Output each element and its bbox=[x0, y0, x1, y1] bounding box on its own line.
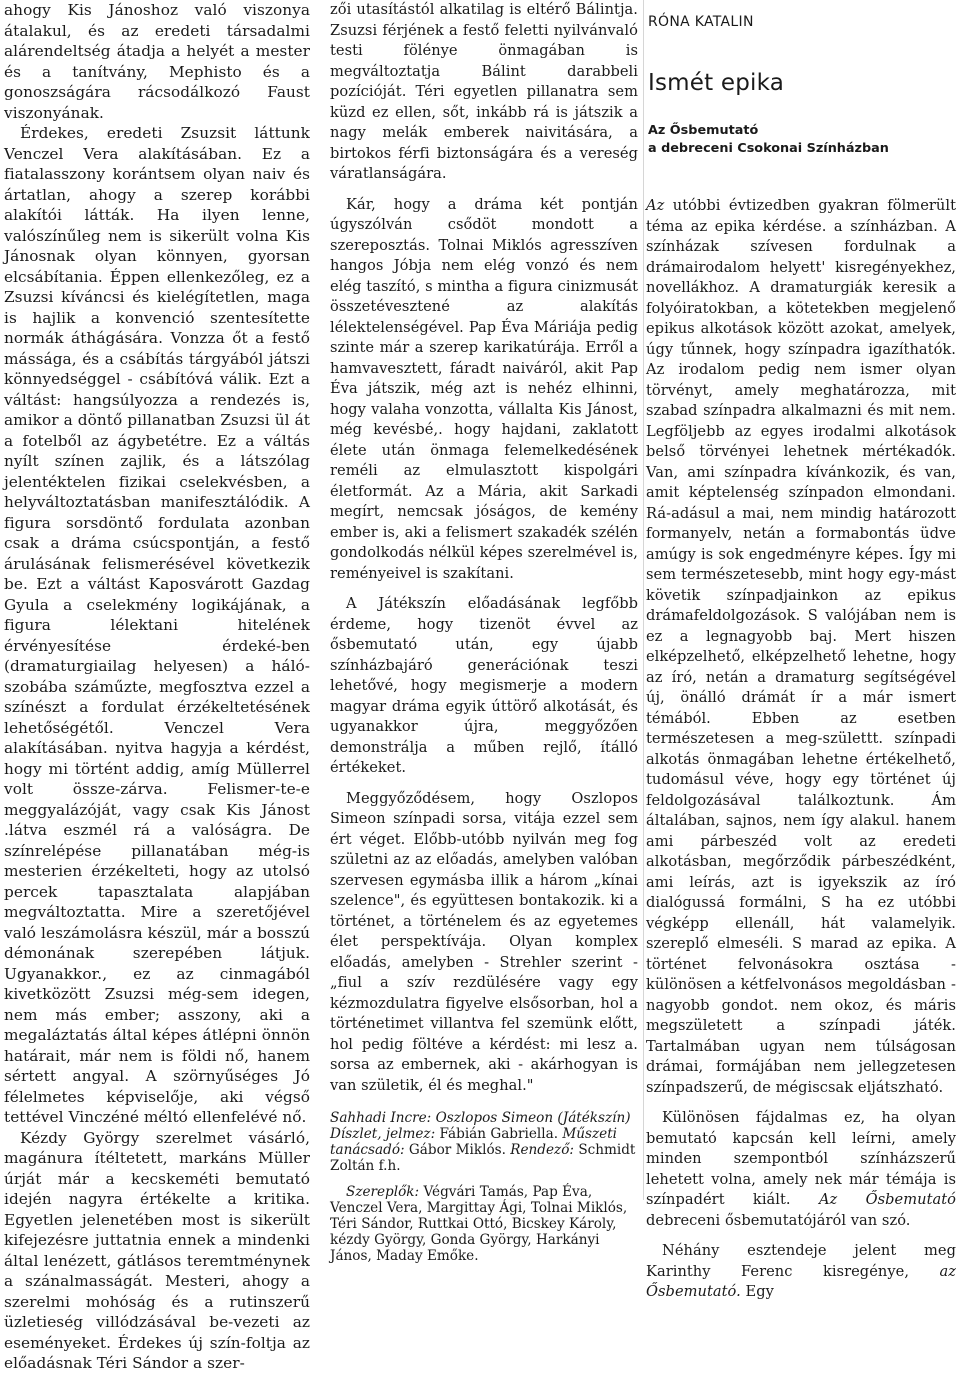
first-word: Az bbox=[646, 197, 665, 214]
column-divider bbox=[643, 0, 644, 1200]
paragraph bbox=[646, 1108, 956, 1231]
article-title: Ismét epika bbox=[648, 70, 784, 96]
paragraph-text: Különösen fájdalmas ez, ha olyan bemutató kapcsán kell leírni, amely minden szempontból színházszerű lehetett volna, amely nek már témája is színpadért kiált. bbox=[646, 1109, 956, 1208]
paragraph: ahogy Kis Jánoshoz való viszonya átalakul, és az eredeti társadalmi alárendeltség átadja a helyét a mester és a tanítvány, Mephisto és a gonoszságára rácsodálkozó Faust viszonyának. bbox=[4, 1, 310, 122]
paragraph: Meggyőződésem, hogy Oszlopos Simeon színpadi sorsa, vitája ezzel sem ért véget. Előbb-utóbb nyilván meg fog születni az az előadás, amelyben valóban szervesen egymásba illik a három „kínai szelence", és együttesen bontakozik. ki a történet, a történelem és az egyetemes élet perspektívája. Olyan komplex előadás, amelyben - Strehler szerint - „fiul a szív rezdülésére vagy egy kézmozdulatra figyelve elsősorban, hol a történetimet villantva fel szemünk előtt, hol pedig föltéve a kérdést: mi lesz a. sorsa az embernek, aki - akárhogyan is van születik, él és meghal." bbox=[330, 789, 638, 1094]
column-3 bbox=[646, 0, 956, 1303]
credits-value: Fábián Gabriella. bbox=[439, 1126, 559, 1142]
credits-label: Műszeti tanácsadó: bbox=[330, 1126, 618, 1158]
work-title: Az Ősbemutató bbox=[818, 1191, 956, 1208]
credits-play: Sahhadi Incre: Oszlopos Simeon (Játékszín) bbox=[330, 1110, 631, 1126]
paragraph: Kézdy György szerelmet vásárló, magánura ítéltetett, markáns Müller úrját már a kecskeméti bemutató idején nagyra értékelte a kritika. Egyetlen jelenetében most is sikerült kifejezésre juttatnia ennek a mindenki által lenézett, gátlásos teremtménynek a szánalmasságát. Mesteri, ahogy a szerelmi mohóság és a rutinszerű üzletieség villódzásával be-vezeti az eseményeket. Érdekes új szín-foltja az előadásnak Téri Sándor a szer- bbox=[4, 1128, 310, 1372]
cast-list bbox=[330, 1184, 638, 1264]
work-title: az Ősbemutató. bbox=[646, 1262, 956, 1300]
production-credits bbox=[330, 1110, 638, 1174]
subtitle-line: a debreceni Csokonai Színházban bbox=[648, 141, 889, 156]
paragraph: Kár, hogy a dráma két pontján úgyszólván csődöt mondott a szereposztás. Tolnai Miklós agresszíven hangos Jóbja nem elég vonzó és nem elég taszító, s mintha a figura cinizmusát összetévesztené az alakítás lélektelenségével. Pap Éva Máriája pedig szinte már a szerep karikatúrája. Erről a hamvavesztett, fáradt naiváról, akit Pap Éva játszik, még azt is nehéz elhinni, hogy valaha vonzotta, vállalta Kis Jánost, még kevésbé,. hogy hajdani, zaklatott élete után önmaga felemelkedésének reméli az elmulasztott kispolgári életformát. Az a Mária, akit Sarkadi megírt, nemcsak jóságos, de kemény ember is, aki a felismert szakadék szélén gondolkodás nélkül képes szerelmével is, reményeivel is szakítani. bbox=[330, 195, 638, 582]
credits-label: Díszlet, jelmez: bbox=[330, 1126, 436, 1142]
article-author: RÓNA KATALIN bbox=[648, 14, 754, 30]
subtitle-line: Az Ősbemutató bbox=[648, 123, 759, 138]
article-subtitle bbox=[648, 122, 956, 158]
paragraph: Érdekes, eredeti Zsuzsit láttunk Venczel Vera alakításában. Ez a fiatalasszony korántsem olyan naiv és ártatlan, ahogy a szerep korábbi alakítói látták. Ha ilyen lenne, valószínűleg nem is sikerült volna Kis Jánosnak olyan könnyen, gyorsan elcsábítania. Éppen ellenkezőleg, ez a Zsuzsi kíváncsi és kielégítetlen, maga is hajlik a konvenció szentesítette normák áthágására. Vonzza őt a festő mássága, és a csábítás tárgyából játszi könnyedséggel - csábítóvá válik. Ezt a váltást: hangsúlyozza a rendezés is, amikor a döntő pillanatban Zsuzsi ül át a fotelből az ágybetétre. Ez a váltás nyílt színen zajlik, és a látszólag jelentéktelen fizikai cselekvésben, a helyváltoztatásban manifesztálódik. A figura sorsdöntő fordulata azonban csak a dráma csúcspontján, a festő árulásának felismerésével következik be. Ezt a váltást Kaposvárott Gazdag Gyula a cselekmény logikájának, a figura lélektani hitelének érvényesítése érdeké-ben (dramaturgiailag helyesen) a háló-szobába száműzte, megfosztva ezzel a színészt a fordulat érzékeltetésének lehetőségétől. Venczel Vera alakításában. nyitva hagyja a kérdést, hogy mi történt addig, amíg Müllerrel volt össze-zárva. Felismer-te-e meggyalázóját, vagy csak Kis Jánost .látva eszmél rá a valóságra. De színrelépése pillanatában még-is mesterien érzékelteti, hogy az utolsó percek tapasztalata alapjában megváltoztatta. Mire a szeretőjével való leszámolásra készül, már a bosszú démonának szerepében látjuk. Ugyanakkor., ez az cinmagából kivetközött Zsuzsi még-sem idegen, nem más ember; asszony, aki a megaláztatás által képes átlépni önnön határait, már nem is földi nő, hanem sértett angyal. A szörnyűséges Jó félelmetes képviselője, aki végső tettével Vinczéné méltó ellenfelévé nő. bbox=[4, 124, 310, 1126]
cast-value: Végvári Tamás, Pap Éva, Venczel Vera, Margittay Ági, Tolnai Miklós, Téri Sándor, Ruttkai Ottó, Bicskey Károly, kézdy György, Gonda György, Harkányi János, Maday Emőke. bbox=[330, 1184, 628, 1264]
paragraph bbox=[646, 196, 956, 1098]
paragraph: A Játékszín előadásának legfőbb érdeme, hogy tizenöt évvel az ősbemutató után, egy újabb színházbajáró generációnak teszi lehetővé, hogy megismerje a modern magyar dráma egyik úttörő alkotását, és ugyanakkor újra, meggyőzően demonstrálja a műben rejlő, ítálló értékeket. bbox=[330, 595, 638, 776]
paragraph-text: debreceni ősbemutatójáról van szó. bbox=[646, 1211, 911, 1229]
paragraph-text: utóbbi évtizedben gyakran fölmerült téma az epika kérdése. a színházban. A színházak szívesen fordulnak a drámairodalom helyett' kisregényekhez, novellákhoz. A dramaturgiák keresik a folyóiratokban, a kötetekben megjelenő epikus alkotások között azokat, amelyek, úgy tűnnek, hogy színpadra igazíthatók. Az irodalom pedig nem ismer olyan törvényt, amely meghatározza, mit szabad színpadra alkalmazni és mit nem. Legföljebb az egyes irodalmi alkotások belső törvényei lehetnek mértékadók. Van, ami színpadra kívánkozik, és van, amit képtelenség színpadon elmondani. Rá-adásul a mai, nem mindig határozott formanyelv, netán a formabontás üdve amúgy is sok engedményre képes. Így mi sem természetesebb, mint hogy egy-mást követik színpadjainkon az epikus drámafeldolgozások. S valójában nem is ez a legnagyobb baj. Mert hiszen elképzelhető, elképzelhető lehetne, hogy az író, netán a dramaturg segítségével új, önálló drámát ír a már ismert témából. Ebben az esetben természetesen a meg-születtt. színpadi alkotás önmagában lehetne értékelhető, tudomásul véve, hogy egy történet új feldolgozásával találkoztunk. Ám általában, sajnos, nem így alakul. hanem ami párbeszéd volt az eredeti alkotásban, megőrződik párbeszédként, ami leírás, azt is igyekszik az író dialógussá formálni, S ha ez utóbbi végképp ellenáll, hát valamelyik. szereplő elmeséli. S marad az epika. A történet felvonásokra osztása - különösen a kétfelvonásos megoldásban - nagyobb gondot. nem okoz, és máris megszületett a színpadi játék. Tartalmában ugyan nem túlságosan drámai, formájában nem jellegzetesen színpadszerű, de mégiscsak eljátszható. bbox=[646, 197, 956, 1096]
paragraph-text: Néhány esztendeje jelent meg Karinthy Ferenc kisregénye, bbox=[646, 1242, 956, 1280]
credits-label: Rendező: bbox=[510, 1142, 574, 1158]
column-2 bbox=[330, 0, 638, 1264]
cast-label: Szereplők: bbox=[346, 1184, 420, 1200]
column-1 bbox=[4, 0, 310, 1374]
paragraph bbox=[646, 1241, 956, 1303]
paragraph-text: Egy bbox=[740, 1283, 774, 1300]
paragraph: zői utasítástól alkatilag is eltérő Bálintja. Zsuzsi férjének a festő feletti nyilvánvaló testi fölénye önmagában is megváltoztatja Bálint darabbeli pozícióját. Téri egyetlen pillanatra sem küzd ez ellen, sőt, inkább rá is játszik a nagy melák emberek naivitására, a birtokos férfi biztonságára és a vereség váratlanságára. bbox=[330, 1, 638, 182]
credits-value: Schmidt Zoltán f.h. bbox=[330, 1142, 636, 1174]
credits-value: Gábor Miklós. bbox=[408, 1142, 506, 1158]
